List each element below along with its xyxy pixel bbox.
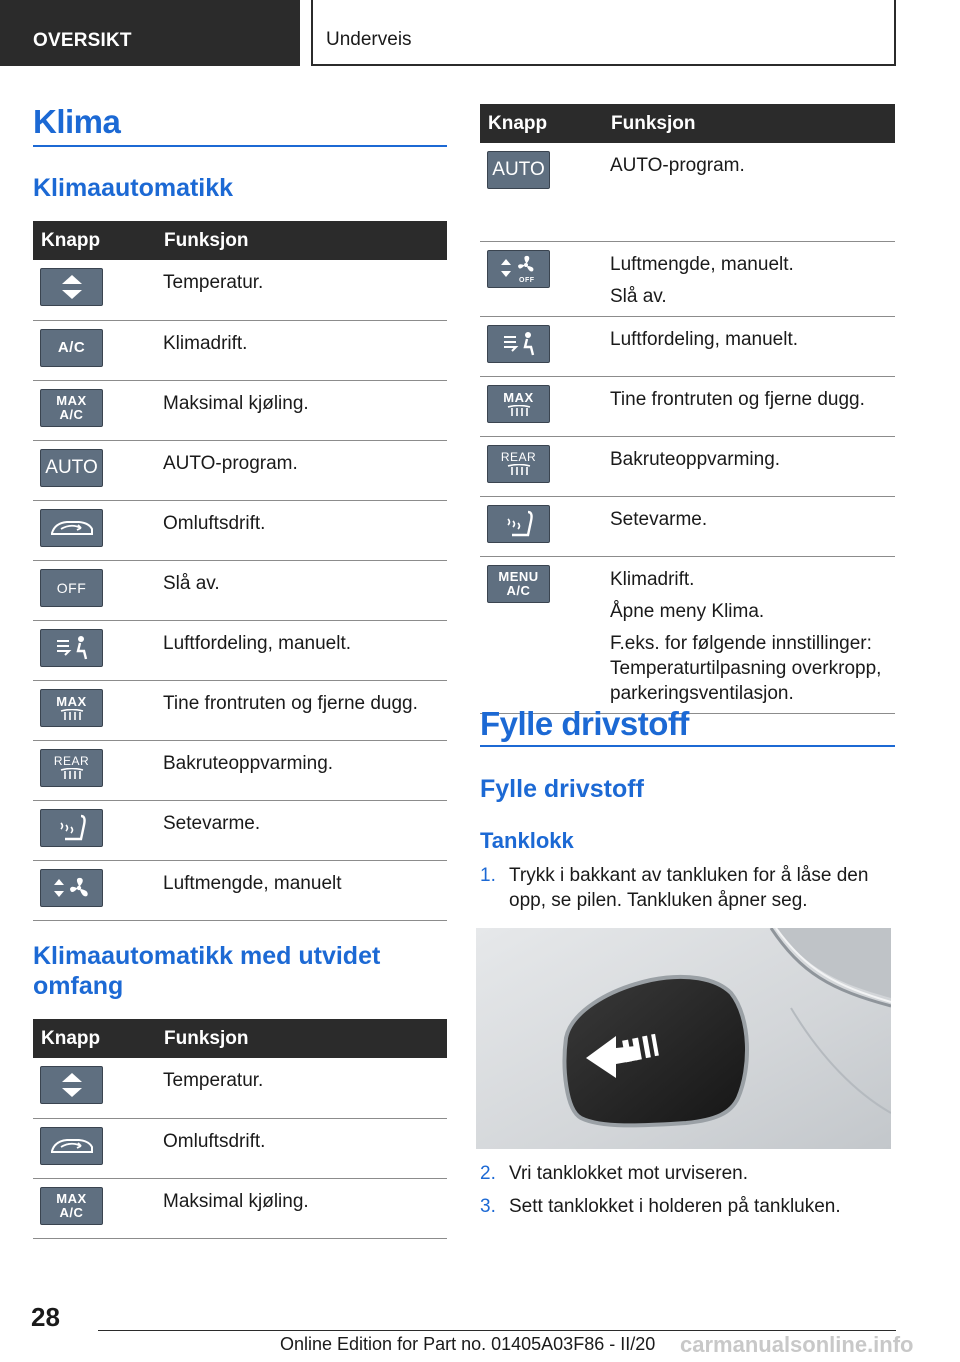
off-icon: OFF xyxy=(40,569,103,607)
step-text: Trykk i bakkant av tankluken for å låse den opp, se pilen. Tankluken åpner seg. xyxy=(509,865,869,911)
step-text: Sett tanklokket i holderen på tankluken. xyxy=(509,1196,841,1217)
chapter-tab[interactable]: Underveis xyxy=(311,0,896,66)
menu-ac-icon: MENU A/C xyxy=(487,565,550,603)
button-cell xyxy=(33,860,156,920)
col-header-button: Knapp xyxy=(480,104,603,143)
fan-off-icon xyxy=(487,250,550,288)
button-cell xyxy=(33,1058,156,1118)
klima-title-rule xyxy=(33,145,447,147)
function-cell xyxy=(156,860,447,920)
extended-climate-table-2 xyxy=(480,104,895,714)
function-text: F.eks. for følgende innstillinger: Temperaturtilpasning overkropp, parkeringsventilasjon. xyxy=(610,632,882,704)
function-text: Maksimal kjøling. xyxy=(163,1190,309,1212)
table-row xyxy=(480,436,895,496)
function-text: Luftfordeling, manuelt. xyxy=(610,328,799,350)
function-text: Tine frontruten og fjerne dugg. xyxy=(610,388,865,410)
recirculation-icon xyxy=(40,1127,103,1165)
climate-table xyxy=(33,221,447,921)
fuel-subheading: Fylle drivstoff xyxy=(480,775,644,803)
auto-icon: AUTO xyxy=(487,151,550,189)
button-cell xyxy=(33,740,156,800)
svg-text:OFF: OFF xyxy=(518,276,534,283)
button-cell xyxy=(33,1178,156,1238)
function-cell xyxy=(156,800,447,860)
function-text: Omluftsdrift. xyxy=(163,512,266,534)
step-number: 2. xyxy=(480,1163,496,1184)
function-text: Maksimal kjøling. xyxy=(163,392,309,414)
button-cell xyxy=(480,556,603,713)
auto-icon: AUTO xyxy=(40,449,103,487)
function-text: Luftmengde, manuelt xyxy=(163,872,342,894)
table-row xyxy=(33,560,447,620)
function-cell xyxy=(156,620,447,680)
function-text: AUTO-program. xyxy=(610,155,745,176)
fuel-flap-illustration xyxy=(476,928,891,1149)
button-cell xyxy=(480,376,603,436)
function-text: Temperatur. xyxy=(163,272,264,293)
button-cell xyxy=(480,241,603,316)
function-cell xyxy=(156,560,447,620)
fan-icon xyxy=(40,869,103,907)
button-cell xyxy=(480,496,603,556)
footer-rule xyxy=(98,1330,896,1331)
button-cell xyxy=(480,436,603,496)
function-cell xyxy=(603,436,895,496)
temperature-arrows-icon xyxy=(40,268,103,306)
function-cell xyxy=(156,740,447,800)
function-text: Luftfordeling, manuelt. xyxy=(163,632,352,654)
max-defrost-icon: MAX xyxy=(487,385,550,423)
table-row xyxy=(33,380,447,440)
function-text: Tine frontruten og fjerne dugg. xyxy=(163,692,418,714)
button-cell xyxy=(33,260,156,320)
temperature-arrows-icon xyxy=(40,1066,103,1104)
button-cell xyxy=(33,800,156,860)
col-header-function: Funksjon xyxy=(156,221,447,260)
function-cell xyxy=(156,260,447,320)
step-item xyxy=(480,1194,890,1219)
edition-text: Online Edition for Part no. 01405A03F86 - II/20 xyxy=(280,1334,656,1354)
button-cell xyxy=(33,680,156,740)
button-cell xyxy=(33,620,156,680)
step-number: 3. xyxy=(480,1196,496,1217)
function-text: AUTO-program. xyxy=(163,452,298,474)
button-cell xyxy=(33,500,156,560)
button-cell xyxy=(33,380,156,440)
klimaautomatikk-utvidet-heading: Klimaautomatikk med utvidet omfang xyxy=(33,942,381,1000)
button-cell xyxy=(33,320,156,380)
step-number: 1. xyxy=(480,865,496,886)
table-row xyxy=(33,1178,447,1238)
fuel-title: Fylle drivstoff xyxy=(480,705,689,742)
rear-defrost-icon: REAR xyxy=(487,445,550,483)
air-distribution-icon xyxy=(487,325,550,363)
top-bar xyxy=(0,0,960,66)
col-header-function: Funksjon xyxy=(603,104,895,143)
max-ac-icon: MAX A/C xyxy=(40,389,103,427)
page-number: 28 xyxy=(31,1302,60,1332)
max-defrost-icon: MAX xyxy=(40,689,103,727)
table-row xyxy=(33,680,447,740)
function-text: Klimadrift. xyxy=(163,332,248,354)
step-text: Vri tanklokket mot urviseren. xyxy=(509,1163,748,1184)
fuel-steps-2 xyxy=(480,1161,890,1219)
table-row xyxy=(33,1058,447,1118)
col-header-function: Funksjon xyxy=(156,1019,447,1058)
ac-icon: A/C xyxy=(40,329,103,367)
function-cell xyxy=(603,241,895,316)
table-row xyxy=(33,800,447,860)
function-text: Luftmengde, manuelt. xyxy=(610,253,794,275)
button-cell xyxy=(480,143,603,241)
function-cell xyxy=(156,1058,447,1118)
table-row xyxy=(33,260,447,320)
function-cell xyxy=(156,440,447,500)
table-row xyxy=(33,620,447,680)
function-cell xyxy=(603,496,895,556)
function-cell xyxy=(603,316,895,376)
function-text: Bakruteoppvarming. xyxy=(163,752,334,774)
fuel-flap-photo xyxy=(476,928,891,1149)
function-text: Bakruteoppvarming. xyxy=(610,448,781,470)
fuel-title-rule xyxy=(480,745,895,747)
col-header-button: Knapp xyxy=(33,221,156,260)
step-item xyxy=(480,1161,890,1186)
table-row xyxy=(33,500,447,560)
function-cell xyxy=(603,556,895,713)
table-row xyxy=(33,320,447,380)
function-text: Åpne meny Klima. xyxy=(610,600,765,622)
button-cell xyxy=(480,316,603,376)
recirculation-icon xyxy=(40,509,103,547)
air-distribution-icon xyxy=(40,629,103,667)
button-cell xyxy=(33,440,156,500)
table-row xyxy=(480,143,895,241)
function-cell xyxy=(603,376,895,436)
tanklokk-heading: Tanklokk xyxy=(480,828,574,853)
max-ac-icon: MAX A/C xyxy=(40,1187,103,1225)
seat-heating-icon xyxy=(40,809,103,847)
function-cell xyxy=(156,380,447,440)
seat-heating-icon xyxy=(487,505,550,543)
function-cell xyxy=(156,320,447,380)
button-cell xyxy=(33,560,156,620)
function-cell xyxy=(156,1118,447,1178)
function-text: Slå av. xyxy=(163,572,220,594)
function-text: Omluftsdrift. xyxy=(163,1130,266,1152)
fuel-steps-1 xyxy=(480,863,890,913)
function-text: Setevarme. xyxy=(163,812,261,834)
watermark: carmanualsonline.info xyxy=(680,1332,914,1357)
table-row xyxy=(480,556,895,713)
table-row xyxy=(480,376,895,436)
rear-defrost-icon: REAR xyxy=(40,749,103,787)
table-row xyxy=(480,241,895,316)
function-text: Klimadrift. xyxy=(610,568,695,590)
function-text: Setevarme. xyxy=(610,508,708,530)
function-cell xyxy=(156,500,447,560)
table-row xyxy=(480,316,895,376)
button-cell xyxy=(33,1118,156,1178)
section-tab[interactable]: OVERSIKT xyxy=(0,0,300,66)
table-row xyxy=(33,1118,447,1178)
function-text: Temperatur. xyxy=(163,1070,264,1091)
extended-climate-table-1 xyxy=(33,1019,447,1239)
step-item xyxy=(480,863,890,913)
table-row xyxy=(33,740,447,800)
function-text: Slå av. xyxy=(610,285,667,307)
table-row xyxy=(480,496,895,556)
klima-title: Klima xyxy=(33,103,121,140)
table-row xyxy=(33,440,447,500)
klimaautomatikk-heading: Klimaautomatikk xyxy=(33,174,234,202)
function-cell xyxy=(156,680,447,740)
function-cell xyxy=(156,1178,447,1238)
table-row xyxy=(33,860,447,920)
function-cell xyxy=(603,143,895,241)
col-header-button: Knapp xyxy=(33,1019,156,1058)
